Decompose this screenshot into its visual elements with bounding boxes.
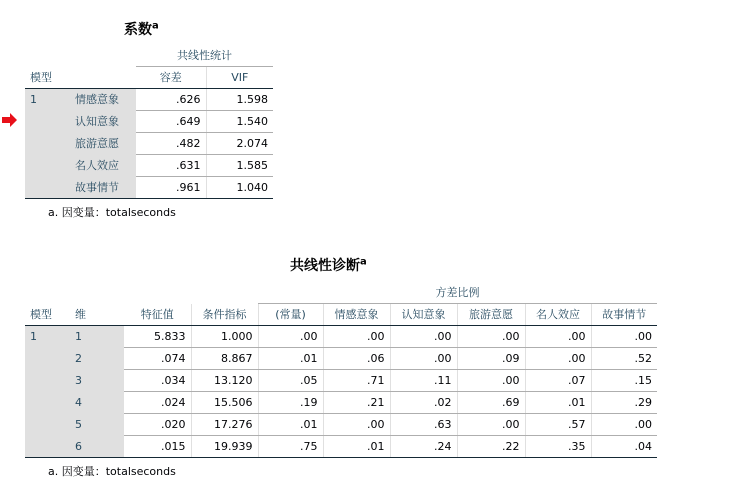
variable-label: 认知意象 (70, 111, 136, 133)
variance-proportions-header: 方差比例 (258, 282, 657, 304)
table-row (25, 89, 273, 111)
value-cell: .020 (124, 414, 191, 436)
tolerance-cell: .961 (136, 177, 206, 199)
value-cell: .06 (323, 348, 390, 370)
table-row (25, 436, 657, 458)
column-header: 维 (70, 304, 124, 326)
column-header: 特征值 (124, 304, 191, 326)
value-cell: .05 (258, 370, 323, 392)
tolerance-cell: .631 (136, 155, 206, 177)
value-cell: .71 (323, 370, 390, 392)
dimension-label: 2 (70, 348, 124, 370)
value-cell: .00 (323, 414, 390, 436)
value-cell: .00 (591, 326, 657, 348)
variable-label: 故事情节 (70, 177, 136, 199)
collinearity-stats-header: 共线性统计 (136, 45, 273, 67)
value-cell: .21 (323, 392, 390, 414)
column-header: 情感意象 (323, 304, 390, 326)
table-row (25, 370, 657, 392)
value-cell: .015 (124, 436, 191, 458)
value-cell: .24 (390, 436, 457, 458)
vif-cell: 2.074 (206, 133, 273, 155)
table1-footnote: a. 因变量：totalseconds (48, 206, 176, 219)
vif-cell: 1.598 (206, 89, 273, 111)
value-cell: .75 (258, 436, 323, 458)
value-cell: .35 (525, 436, 591, 458)
value-cell: .034 (124, 370, 191, 392)
value-cell: .11 (390, 370, 457, 392)
table2-title: 共线性诊断$^a$ (290, 256, 367, 274)
value-cell: 5.833 (124, 326, 191, 348)
vif-header: VIF (206, 67, 273, 89)
value-cell: .19 (258, 392, 323, 414)
value-cell: .00 (457, 326, 525, 348)
table-row (25, 348, 657, 370)
value-cell: .01 (258, 414, 323, 436)
value-cell: .63 (390, 414, 457, 436)
vif-cell: 1.540 (206, 111, 273, 133)
table-row (25, 326, 657, 348)
value-cell: 1.000 (191, 326, 258, 348)
variable-label: 情感意象 (70, 89, 136, 111)
tolerance-cell: .626 (136, 89, 206, 111)
model-number: 1 (25, 89, 70, 199)
value-cell: .00 (390, 326, 457, 348)
value-cell: .22 (457, 436, 525, 458)
table1-title: 系数$^a$ (124, 20, 159, 38)
value-cell: 19.939 (191, 436, 258, 458)
coefficients-table (25, 45, 273, 199)
value-cell: .69 (457, 392, 525, 414)
table2-footnote: a. 因变量：totalseconds (48, 465, 176, 478)
value-cell: .00 (390, 348, 457, 370)
value-cell: .09 (457, 348, 525, 370)
column-header: 旅游意愿 (457, 304, 525, 326)
value-cell: .00 (457, 370, 525, 392)
column-header: 名人效应 (525, 304, 591, 326)
vif-cell: 1.040 (206, 177, 273, 199)
column-header: 模型 (25, 304, 70, 326)
value-cell: 8.867 (191, 348, 258, 370)
value-cell: .01 (323, 436, 390, 458)
value-cell: .04 (591, 436, 657, 458)
value-cell: .00 (525, 326, 591, 348)
vif-cell: 1.585 (206, 155, 273, 177)
value-cell: .02 (390, 392, 457, 414)
tolerance-header: 容差 (136, 67, 206, 89)
column-header: 故事情节 (591, 304, 657, 326)
dimension-label: 3 (70, 370, 124, 392)
value-cell: .52 (591, 348, 657, 370)
selection-arrow-icon (2, 113, 18, 127)
value-cell: .00 (525, 348, 591, 370)
variable-label: 旅游意愿 (70, 133, 136, 155)
value-cell: .00 (457, 414, 525, 436)
value-cell: .29 (591, 392, 657, 414)
value-cell: 17.276 (191, 414, 258, 436)
value-cell: .15 (591, 370, 657, 392)
value-cell: 15.506 (191, 392, 258, 414)
dimension-label: 1 (70, 326, 124, 348)
collinearity-diagnostics-table (25, 282, 657, 458)
value-cell: .57 (525, 414, 591, 436)
value-cell: .01 (525, 392, 591, 414)
dimension-label: 5 (70, 414, 124, 436)
table-row (25, 392, 657, 414)
column-header: (常量) (258, 304, 323, 326)
value-cell: .00 (258, 326, 323, 348)
tolerance-cell: .649 (136, 111, 206, 133)
value-cell: .07 (525, 370, 591, 392)
table-row (25, 414, 657, 436)
dimension-label: 4 (70, 392, 124, 414)
model-number: 1 (25, 326, 70, 458)
value-cell: .024 (124, 392, 191, 414)
dimension-label: 6 (70, 436, 124, 458)
value-cell: .074 (124, 348, 191, 370)
tolerance-cell: .482 (136, 133, 206, 155)
value-cell: .00 (591, 414, 657, 436)
value-cell: 13.120 (191, 370, 258, 392)
model-header: 模型 (25, 67, 136, 89)
column-header: 认知意象 (390, 304, 457, 326)
column-header: 条件指标 (191, 304, 258, 326)
value-cell: .00 (323, 326, 390, 348)
variable-label: 名人效应 (70, 155, 136, 177)
value-cell: .01 (258, 348, 323, 370)
